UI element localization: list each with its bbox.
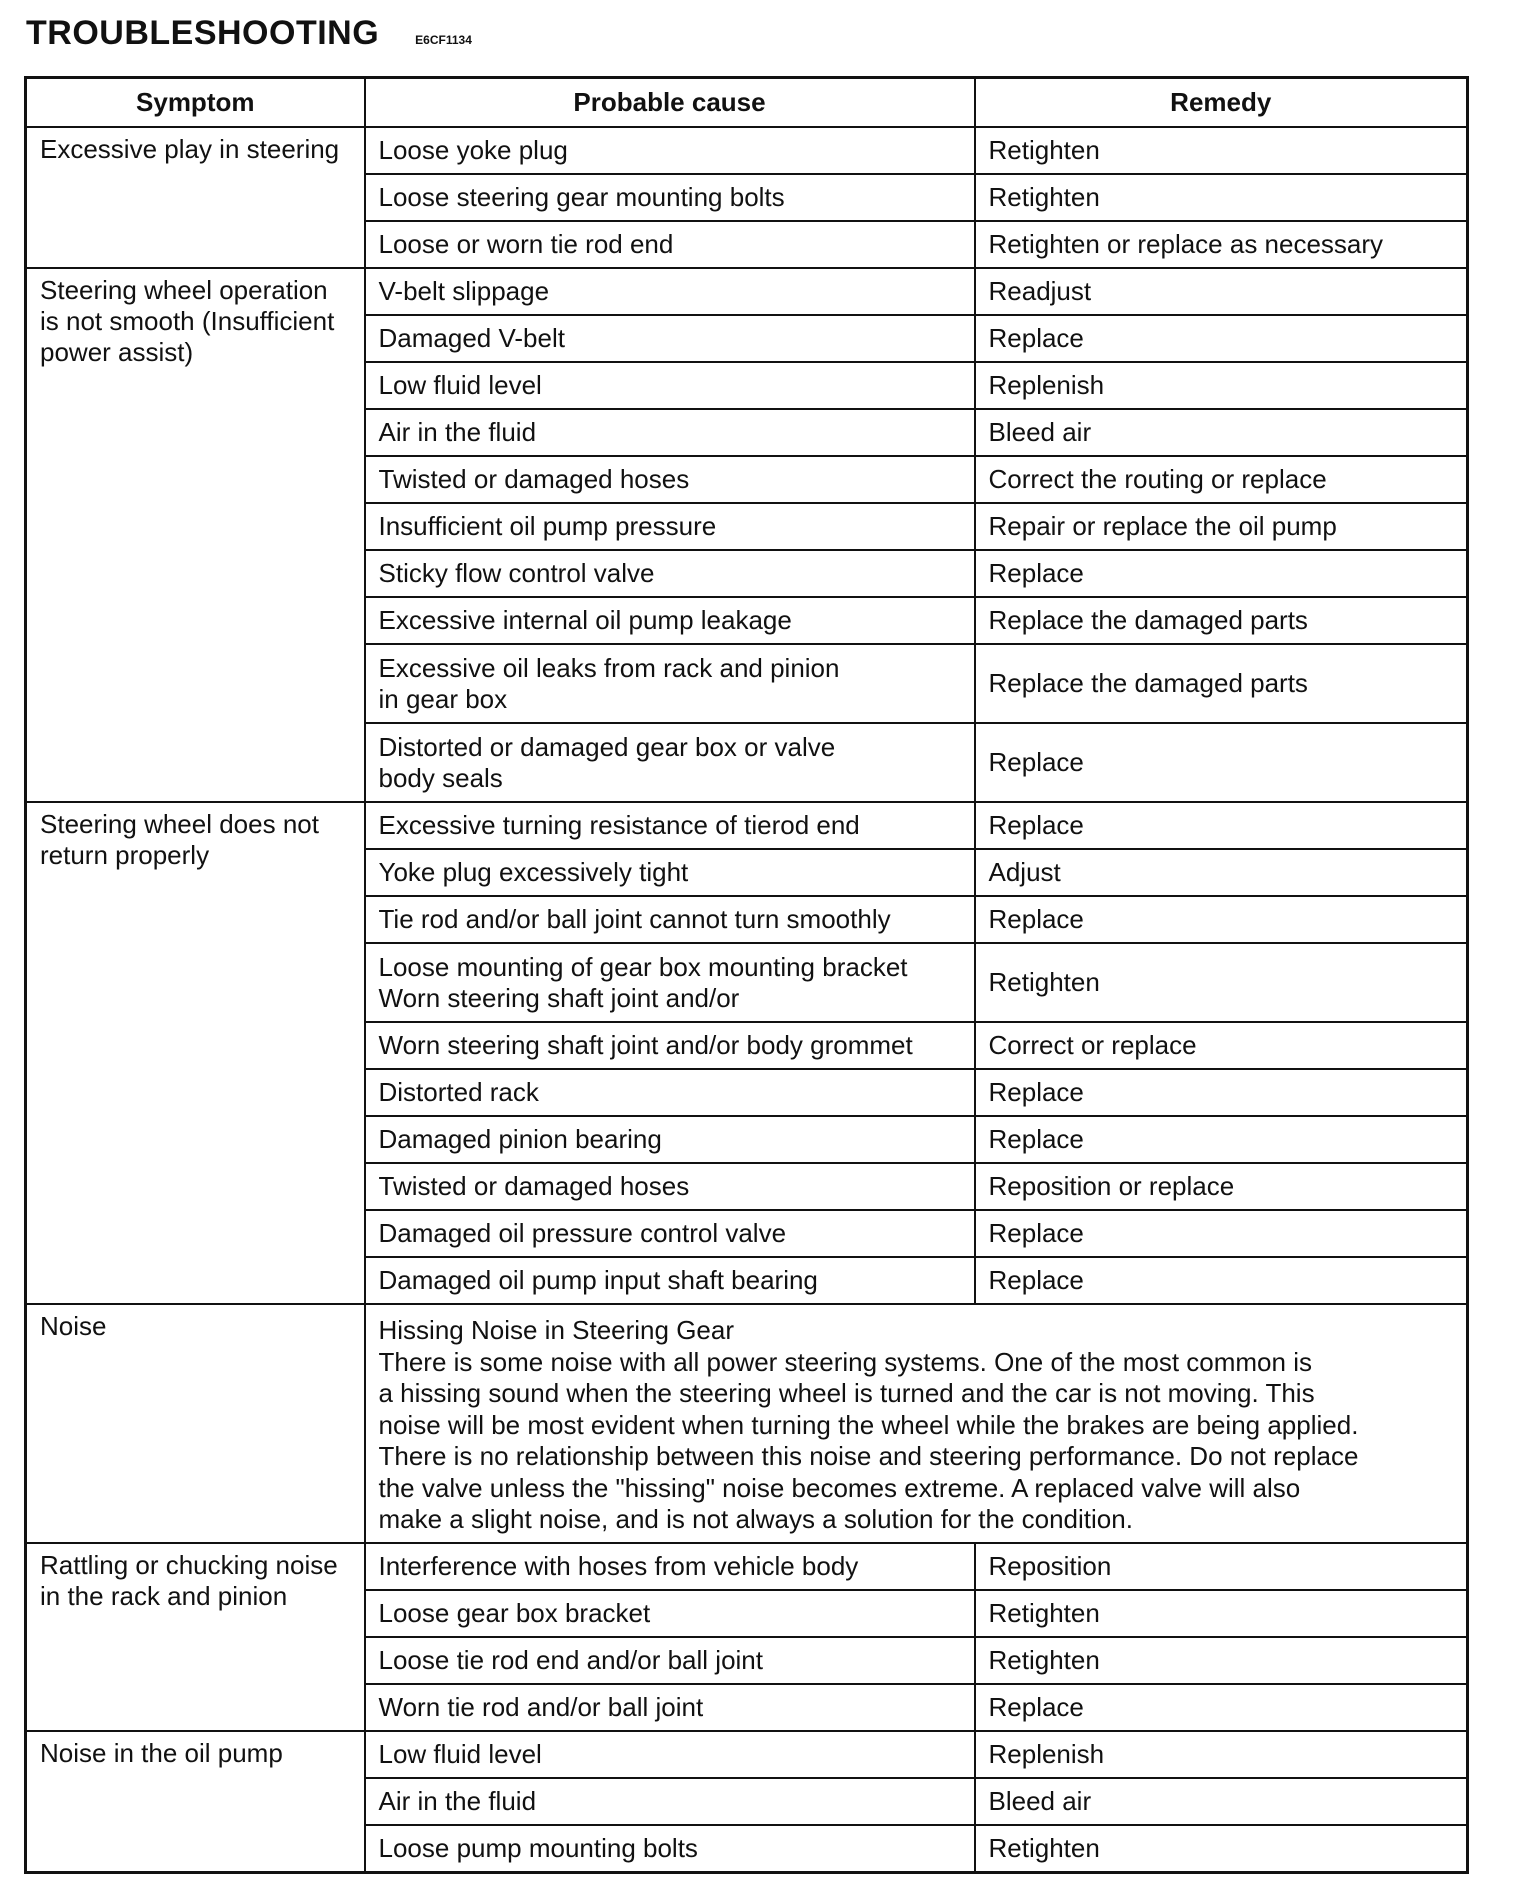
symptom-cell: Noise xyxy=(26,1304,365,1543)
cause-cell: Air in the fluid xyxy=(365,409,975,456)
remedy-cell: Replace xyxy=(975,1069,1468,1116)
cause-cell: Low fluid level xyxy=(365,1731,975,1778)
page-title: TROUBLESHOOTING xyxy=(26,14,380,52)
symptom-line: Steering wheel does not xyxy=(40,809,319,839)
note-heading: Hissing Noise in Steering Gear xyxy=(378,1315,734,1345)
cause-cell: Loose gear box bracket xyxy=(365,1590,975,1637)
cause-line: in gear box xyxy=(378,683,508,714)
table-row xyxy=(26,268,1468,315)
remedy-cell: Bleed air xyxy=(975,1778,1468,1825)
cause-cell: Damaged oil pressure control valve xyxy=(365,1210,975,1257)
table-header-row xyxy=(26,78,1468,128)
remedy-cell: Adjust xyxy=(975,849,1468,896)
remedy-cell: Retighten xyxy=(975,1825,1468,1873)
cause-cell: V-belt slippage xyxy=(365,268,975,315)
cause-cell: Interference with hoses from vehicle body xyxy=(365,1543,975,1590)
remedy-cell: Retighten xyxy=(975,174,1468,221)
cause-cell: Loose steering gear mounting bolts xyxy=(365,174,975,221)
remedy-cell: Repair or replace the oil pump xyxy=(975,503,1468,550)
remedy-cell: Replace xyxy=(975,550,1468,597)
cause-cell: Loose tie rod end and/or ball joint xyxy=(365,1637,975,1684)
cause-cell xyxy=(365,943,975,1022)
cause-cell: Air in the fluid xyxy=(365,1778,975,1825)
remedy-cell: Replace xyxy=(975,802,1468,849)
cause-cell: Damaged oil pump input shaft bearing xyxy=(365,1257,975,1304)
symptom-line: return properly xyxy=(40,840,210,870)
remedy-cell: Retighten xyxy=(975,127,1468,174)
symptom-line: in the rack and pinion xyxy=(40,1580,288,1611)
cause-line: Excessive oil leaks from rack and pinion xyxy=(378,652,840,683)
cause-cell: Insufficient oil pump pressure xyxy=(365,503,975,550)
note-line: a hissing sound when the steering wheel is turned and the car is not moving. This xyxy=(378,1378,1315,1408)
remedy-cell: Retighten or replace as necessary xyxy=(975,221,1468,268)
remedy-cell: Replace xyxy=(975,1210,1468,1257)
remedy-cell: Replace xyxy=(975,315,1468,362)
note-line: noise will be most evident when turning the wheel while the brakes are being applied. xyxy=(378,1409,1359,1440)
symptom-cell xyxy=(26,1543,365,1731)
cause-cell: Loose or worn tie rod end xyxy=(365,221,975,268)
remedy-cell: Correct or replace xyxy=(975,1022,1468,1069)
remedy-cell: Replace xyxy=(975,723,1468,802)
cause-cell: Loose yoke plug xyxy=(365,127,975,174)
table-row xyxy=(26,1543,1468,1590)
cause-cell: Sticky flow control valve xyxy=(365,550,975,597)
symptom-line: Rattling or chucking noise xyxy=(40,1549,338,1580)
cause-cell xyxy=(365,644,975,723)
symptom-cell: Noise in the oil pump xyxy=(26,1731,365,1873)
cause-cell: Twisted or damaged hoses xyxy=(365,456,975,503)
remedy-cell: Replenish xyxy=(975,362,1468,409)
cause-cell: Excessive turning resistance of tierod end xyxy=(365,802,975,849)
remedy-cell: Replace the damaged parts xyxy=(975,644,1468,723)
page-header xyxy=(26,14,472,54)
table-row xyxy=(26,1304,1468,1543)
note-line: There is some noise with all power steering systems. One of the most common is xyxy=(378,1346,1312,1377)
cause-cell: Worn tie rod and/or ball joint xyxy=(365,1684,975,1731)
remedy-cell: Replace xyxy=(975,1116,1468,1163)
symptom-cell: Excessive play in steering xyxy=(26,127,365,268)
cause-line: Loose mounting of gear box mounting bracket xyxy=(378,951,908,982)
symptom-cell xyxy=(26,802,365,1304)
cause-cell: Yoke plug excessively tight xyxy=(365,849,975,896)
cause-cell: Loose pump mounting bolts xyxy=(365,1825,975,1873)
symptom-line: power assist) xyxy=(40,337,194,367)
cause-line: body seals xyxy=(378,762,503,793)
remedy-cell: Replace xyxy=(975,1257,1468,1304)
table-row xyxy=(26,127,1468,174)
cause-cell: Tie rod and/or ball joint cannot turn smoothly xyxy=(365,896,975,943)
table-row xyxy=(26,1731,1468,1778)
symptom-line: is not smooth (Insufficient xyxy=(40,306,335,336)
remedy-cell: Replace xyxy=(975,896,1468,943)
remedy-cell: Reposition or replace xyxy=(975,1163,1468,1210)
note-line: There is no relationship between this noise and steering performance. Do not replace xyxy=(378,1441,1359,1471)
remedy-cell: Retighten xyxy=(975,943,1468,1022)
column-header-symptom: Symptom xyxy=(26,78,365,128)
remedy-cell: Retighten xyxy=(975,1637,1468,1684)
cause-cell xyxy=(365,723,975,802)
noise-note-cell xyxy=(365,1304,1468,1543)
symptom-cell xyxy=(26,268,365,802)
cause-cell: Worn steering shaft joint and/or body grommet xyxy=(365,1022,975,1069)
column-header-remedy: Remedy xyxy=(975,78,1468,128)
document-code: E6CF1134 xyxy=(415,33,472,47)
remedy-cell: Readjust xyxy=(975,268,1468,315)
cause-cell: Low fluid level xyxy=(365,362,975,409)
cause-line: Worn steering shaft joint and/or xyxy=(378,982,740,1013)
table-row xyxy=(26,802,1468,849)
cause-cell: Damaged V-belt xyxy=(365,315,975,362)
cause-cell: Damaged pinion bearing xyxy=(365,1116,975,1163)
symptom-line: Steering wheel operation xyxy=(40,275,328,305)
remedy-cell: Retighten xyxy=(975,1590,1468,1637)
column-header-probable-cause: Probable cause xyxy=(365,78,975,128)
note-line: the valve unless the "hissing" noise becomes extreme. A replaced valve will also xyxy=(378,1472,1301,1503)
note-line: make a slight noise, and is not always a solution for the condition. xyxy=(378,1504,1133,1534)
cause-cell: Twisted or damaged hoses xyxy=(365,1163,975,1210)
cause-cell: Distorted rack xyxy=(365,1069,975,1116)
remedy-cell: Replace xyxy=(975,1684,1468,1731)
cause-cell: Excessive internal oil pump leakage xyxy=(365,597,975,644)
cause-line: Distorted or damaged gear box or valve xyxy=(378,731,836,762)
remedy-cell: Correct the routing or replace xyxy=(975,456,1468,503)
remedy-cell: Replenish xyxy=(975,1731,1468,1778)
troubleshooting-table xyxy=(24,76,1469,1874)
remedy-cell: Replace the damaged parts xyxy=(975,597,1468,644)
remedy-cell: Bleed air xyxy=(975,409,1468,456)
remedy-cell: Reposition xyxy=(975,1543,1468,1590)
